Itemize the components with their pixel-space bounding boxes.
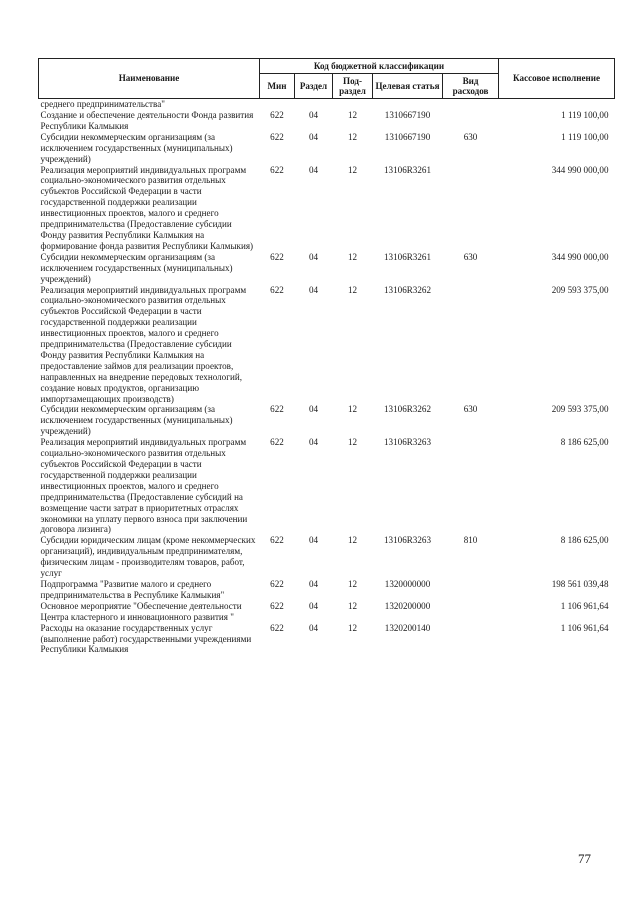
table-row <box>39 285 615 405</box>
header-subsection: Под-раздел <box>333 74 373 99</box>
row-expense-type <box>443 437 499 535</box>
row-amount: 1 106 961,64 <box>560 600 609 611</box>
row-amount: 209 593 375,00 <box>551 284 609 295</box>
row-target: 13106R3261 <box>384 164 431 175</box>
table-row <box>39 132 615 165</box>
row-section: 04 <box>308 251 319 262</box>
row-amount: 198 561 039,48 <box>551 578 609 589</box>
budget-table-sheet <box>38 58 614 655</box>
row-amount: 8 186 625,00 <box>560 535 609 546</box>
row-min: 622 <box>270 578 284 589</box>
table-row <box>39 110 615 132</box>
table-row <box>39 165 615 252</box>
row-name: Реализация мероприятий индивидуальных программ социально-экономического развития отдельных субъектов Российской Федерации в части государственной поддержки реализации инвестиционных проектов, малого и среднего предпринимательства (Предоставление субсидии Фонду развития Республики Калмыкия на предоставление займов для реализации проектов, направленных на внедрение передовых технологий, создание новых продуктов, организацию импортзамещающих производств) <box>40 284 247 404</box>
row-amount: 344 990 000,00 <box>551 164 609 175</box>
row-min: 622 <box>270 284 284 295</box>
row-amount: 344 990 000,00 <box>551 251 609 262</box>
row-expense-type <box>443 623 499 656</box>
row-target: 1320000000 <box>384 578 431 589</box>
row-expense-type <box>443 285 499 405</box>
row-section: 04 <box>308 535 319 546</box>
row-expense-type <box>443 110 499 132</box>
header-target: Целевая статья <box>373 74 443 99</box>
row-min: 622 <box>270 110 284 120</box>
row-section: 04 <box>308 404 319 415</box>
table-row <box>39 252 615 285</box>
row-target: 13106R3262 <box>384 404 431 415</box>
row-subsection: 12 <box>347 535 358 546</box>
row-subsection: 12 <box>347 404 358 415</box>
row-section: 04 <box>308 622 319 633</box>
table-row <box>39 579 615 601</box>
row-name: Субсидии юридическим лицам (кроме некоммерческих организаций), индивидуальным предпринимателям, физическим лицам - производителям товаров, работ, услуг <box>40 535 256 579</box>
row-name: Расходы на оказание государственных услуг (выполнение работ) государственными учреждениями Республики Калмыкия <box>40 622 252 655</box>
row-target: 13106R3261 <box>384 251 431 262</box>
row-subsection: 12 <box>347 622 358 633</box>
row-amount: 1 119 100,00 <box>561 110 609 120</box>
row-min: 622 <box>270 251 284 262</box>
table-row <box>39 437 615 535</box>
row-min: 622 <box>270 437 284 448</box>
table-header <box>39 59 615 99</box>
row-target: 13106R3263 <box>384 535 431 546</box>
row-target: 1320200140 <box>384 622 431 633</box>
row-section: 04 <box>308 131 319 142</box>
row-target: 13106R3263 <box>384 437 431 448</box>
row-name: Основное мероприятие "Обеспечение деятельности Центра кластерного и инновационного развития " <box>40 600 242 622</box>
budget-execution-table <box>38 58 615 655</box>
row-section: 04 <box>308 437 319 448</box>
continuation-text: среднего предпринимательства" <box>40 99 165 109</box>
row-expense-type: 630 <box>463 251 478 262</box>
row-subsection: 12 <box>347 251 358 262</box>
page-number: 77 <box>578 851 591 866</box>
row-amount: 1 119 100,00 <box>561 131 609 142</box>
row-section: 04 <box>308 578 319 589</box>
row-name: Субсидии некоммерческим организациям (за исключением государственных (муниципальных) учреждений) <box>40 131 233 164</box>
row-name: Создание и обеспечение деятельности Фонда развития Республики Калмыкия <box>40 110 254 131</box>
row-name: Реализация мероприятий индивидуальных программ социально-экономического развития отдельных субъектов Российской Федерации в части государственной поддержки реализации инвестиционных проектов, малого и среднего предпринимательства (Предоставление субсидии Фонду развития Республики Калмыкия на формирование фонда развития Республики Калмыкия) <box>40 164 254 251</box>
row-subsection: 12 <box>347 131 358 142</box>
row-amount: 8 186 625,00 <box>560 437 609 448</box>
row-target: 1310667190 <box>384 110 431 120</box>
row-min: 622 <box>270 600 284 611</box>
row-expense-type <box>443 601 499 623</box>
row-min: 622 <box>270 164 284 175</box>
header-section: Раздел <box>295 74 333 99</box>
header-min: Мин <box>260 74 295 99</box>
row-expense-type <box>443 165 499 252</box>
table-body <box>39 99 615 656</box>
row-min: 622 <box>270 131 284 142</box>
row-min: 622 <box>270 622 284 633</box>
row-target: 13106R3262 <box>384 284 431 295</box>
row-subsection: 12 <box>347 284 358 295</box>
continuation-row <box>39 99 615 111</box>
row-expense-type: 630 <box>463 131 478 142</box>
row-expense-type <box>443 579 499 601</box>
row-target: 1310667190 <box>384 131 431 142</box>
table-row <box>39 601 615 623</box>
row-section: 04 <box>308 284 319 295</box>
row-target: 1320200000 <box>384 600 431 611</box>
row-subsection: 12 <box>347 600 358 611</box>
row-name: Реализация мероприятий индивидуальных программ социально-экономического развития отдельных субъектов Российской Федерации в части государственной поддержки реализации инвестиционных проектов, малого и среднего предпринимательства (Предоставление субсидий на возмещение части затрат в приоритетных отраслях экономики на уплату первого взноса при заключении договора лизинга) <box>40 437 248 535</box>
row-name: Субсидии некоммерческим организациям (за исключением государственных (муниципальных) учреждений) <box>40 404 233 437</box>
table-row <box>39 535 615 579</box>
row-expense-type: 810 <box>463 535 478 546</box>
row-expense-type: 630 <box>463 404 478 415</box>
row-min: 622 <box>270 535 284 546</box>
table-row <box>39 623 615 656</box>
row-section: 04 <box>308 110 319 120</box>
row-amount: 209 593 375,00 <box>551 404 609 415</box>
row-name: Подпрограмма "Развитие малого и среднего предпринимательства в Республике Калмыкия" <box>40 578 225 600</box>
row-subsection: 12 <box>347 578 358 589</box>
header-execution: Кассовое исполнение <box>499 59 615 99</box>
row-name: Субсидии некоммерческим организациям (за исключением государственных (муниципальных) учреждений) <box>40 251 233 284</box>
header-classification: Код бюджетной классификации <box>260 59 499 74</box>
header-expense-type: Вид расходов <box>443 74 499 99</box>
table-row <box>39 404 615 437</box>
row-subsection: 12 <box>347 437 358 448</box>
row-amount: 1 106 961,64 <box>560 622 609 633</box>
row-subsection: 12 <box>347 110 358 120</box>
header-name: Наименование <box>39 59 260 99</box>
row-subsection: 12 <box>347 164 358 175</box>
row-section: 04 <box>308 600 319 611</box>
row-min: 622 <box>270 404 284 415</box>
row-section: 04 <box>308 164 319 175</box>
